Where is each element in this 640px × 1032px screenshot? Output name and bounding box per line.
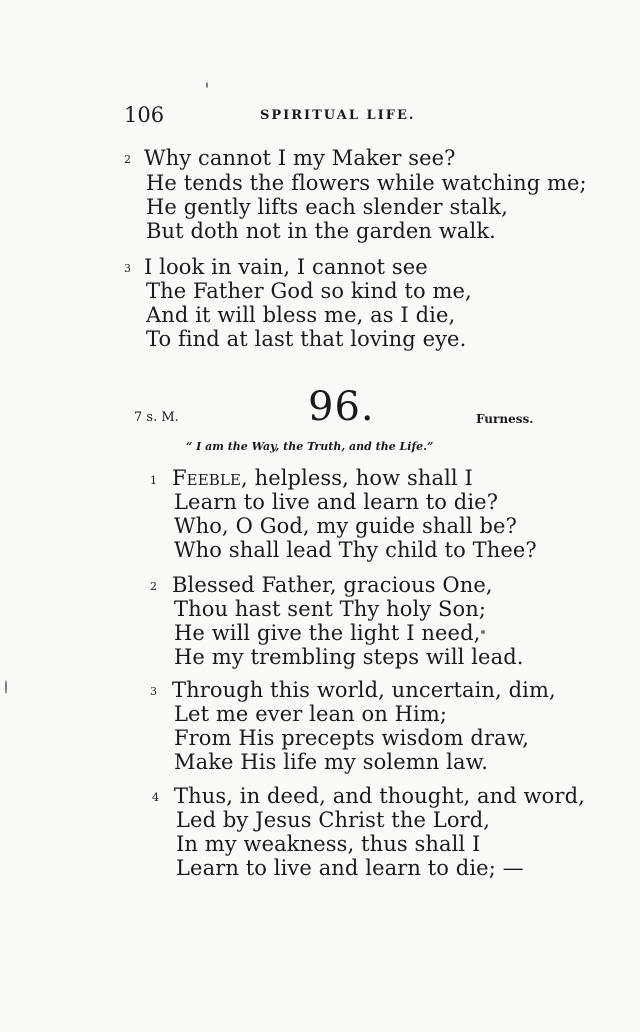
verse-line: Blessed Father, gracious One, [172,573,493,597]
stanza-number: 2 [150,580,157,593]
verse-line: Let me ever lean on Him; [174,702,448,726]
verse-line: Thou hast sent Thy holy Son; [174,597,487,621]
verse-line: Led by Jesus Christ the Lord, [176,808,491,832]
verse-line: He gently lifts each slender stalk, [146,195,508,219]
page-number: 106 [124,103,165,127]
verse-line-rest: , helpless, how shall I [241,466,473,490]
stanza-number: 1 [150,474,157,487]
verse-line: The Father God so kind to me, [146,279,472,303]
stanza-number: 3 [150,685,157,698]
stanza-number: 3 [124,262,131,275]
scan-speck [206,82,208,88]
verse-line: Thus, in deed, and thought, and word, [174,784,585,808]
tune-name: Furness. [476,412,534,426]
verse-line: Who, O God, my guide shall be? [174,514,517,538]
verse-line: In my weakness, thus shall I [176,832,481,856]
verse-line: Why cannot I my Maker see? [144,146,456,170]
verse-line: But doth not in the garden walk. [146,219,496,243]
verse-line: Who shall lead Thy child to Thee? [174,538,537,562]
verse-line: Make His life my solemn law. [174,750,488,774]
verse-line: From His precepts wisdom draw, [174,726,530,750]
scan-speck [5,680,7,694]
hymn-epigraph: “ I am the Way, the Truth, and the Life.” [186,440,434,453]
verse-line: He will give the light I need, [174,621,481,645]
running-head: SPIRITUAL LIFE. [260,108,416,123]
stanza-number: 2 [124,153,131,166]
verse-line: I look in vain, I cannot see [144,255,428,279]
hymn-number: 96. [308,384,375,430]
verse-line: Through this world, uncertain, dim, [172,678,556,702]
verse-line: Learn to live and learn to die? [174,490,499,514]
verse-line: He tends the flowers while watching me; [146,171,587,195]
verse-line: He my trembling steps will lead. [174,645,524,669]
stanza-number: 4 [152,791,159,804]
first-word: Feeble [172,466,242,490]
verse-line [172,466,473,490]
scan-speck [481,630,485,634]
verse-line: And it will bless me, as I die, [146,303,456,327]
verse-line: Learn to live and learn to die; — [176,856,524,880]
hymn-meter: 7 s. M. [134,410,179,425]
verse-line: To find at last that loving eye. [146,327,467,351]
